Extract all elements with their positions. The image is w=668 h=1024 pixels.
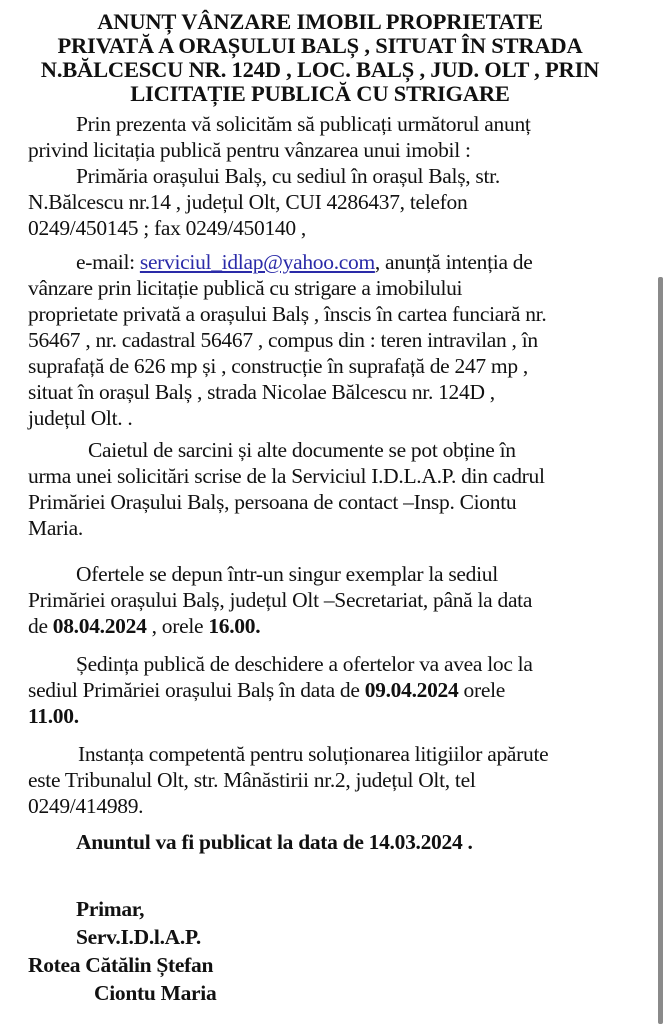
offers-line-2: Primăriei orașului Balș, județul Olt –Secretariat, până la data [28, 588, 533, 612]
property-line-1: vânzare prin licitație publică cu strigare a imobilului [28, 276, 463, 300]
title-line-1: ANUNȚ VÂNZARE IMOBIL PROPRIETATE [97, 9, 543, 34]
court-line-3: 0249/414989. [28, 794, 144, 818]
opening-time: 11.00. [28, 704, 79, 728]
offers-prefix: de [28, 614, 53, 638]
documents-line-1: Caietul de sarcini și alte documente se pot obține în [88, 438, 516, 462]
property-line-5: situat în orașul Balș , strada Nicolae Bălcescu nr. 124D , [28, 380, 495, 404]
email-prefix: e-mail: [76, 250, 140, 274]
title-line-3: N.BĂLCESCU NR. 124D , LOC. BALȘ , JUD. OLT , PRIN [40, 57, 600, 82]
property-line-2: proprietate privată a orașului Balș , înscis în cartea funciară nr. [28, 302, 547, 326]
authority-line-1: Primăria orașului Balș, cu sediul în orașul Balș, str. [76, 164, 500, 188]
opening-prefix: sediul Primăriei orașului Balș în data de [28, 678, 365, 702]
court-line-1: Instanța competentă pentru soluționarea litigiilor apărute [78, 742, 549, 766]
offers-line-1: Ofertele se depun într-un singur exemplar la sediul [76, 562, 498, 586]
offers-deadline-time: 16.00. [208, 614, 261, 638]
vertical-scrollbar[interactable] [658, 277, 663, 1024]
property-line-3: 56467 , nr. cadastral 56467 , compus din : teren intravilan , în [28, 328, 538, 352]
publication-note: Anuntul va fi publicat la data de 14.03.2024 . [76, 830, 473, 854]
mayor-role: Primar, [76, 897, 145, 921]
documents-line-4: Maria. [28, 516, 83, 540]
offers-deadline-date: 08.04.2024 [52, 614, 147, 638]
title-line-4: LICITAȚIE PUBLICĂ CU STRIGARE [130, 81, 510, 106]
offers-line-3 [28, 613, 260, 639]
intro-line-2: privind licitația publică pentru vânzarea unui imobil : [28, 138, 471, 162]
opening-suffix: orele [458, 678, 506, 702]
opening-date: 09.04.2024 [364, 678, 459, 702]
opening-line-1: Ședința publică de deschidere a ofertelor va avea loc la [76, 652, 533, 676]
email-suffix: , anunță intenția de [374, 250, 533, 274]
property-line-6: județul Olt. . [28, 406, 133, 430]
documents-line-2: urma unei solicitări scrise de la Serviciul I.D.L.A.P. din cadrul [28, 464, 545, 488]
intro-line-1: Prin prezenta vă solicităm să publicați următorul anunț [76, 112, 531, 136]
service-name: Ciontu Maria [94, 981, 217, 1005]
documents-line-3: Primăriei Orașului Balș, persoana de contact –Insp. Ciontu [28, 490, 517, 514]
title-line-2: PRIVATĂ A ORAȘULUI BALȘ , SITUAT ÎN STRADA [57, 33, 583, 58]
court-line-2: este Tribunalul Olt, str. Mânăstirii nr.2, județul Olt, tel [28, 768, 476, 792]
mayor-name: Rotea Cătălin Ștefan [28, 953, 214, 977]
authority-line-3: 0249/450145 ; fax 0249/450140 , [28, 216, 306, 240]
service-role: Serv.I.D.l.A.P. [76, 925, 201, 949]
email-link[interactable]: serviciul_idlap@yahoo.com [139, 250, 375, 274]
offers-mid: , orele [146, 614, 209, 638]
email-line [76, 249, 532, 275]
authority-line-2: N.Bălcescu nr.14 , județul Olt, CUI 4286437, telefon [28, 190, 468, 214]
opening-line-2 [28, 677, 505, 703]
property-line-4: suprafață de 626 mp și , construcție în suprafață de 247 mp , [28, 354, 528, 378]
